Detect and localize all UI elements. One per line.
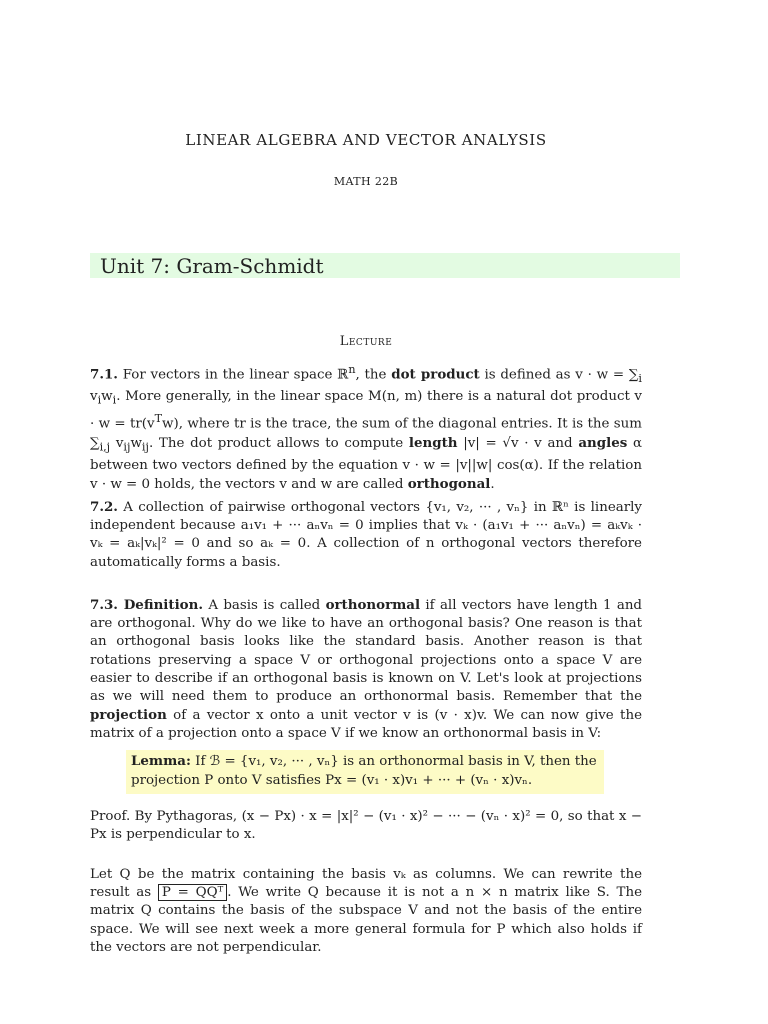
- text: w: [101, 389, 113, 405]
- term-length: length: [408, 434, 458, 451]
- paragraph-number: 7.3.: [90, 597, 118, 613]
- boxed-formula: P = QQᵀ: [158, 884, 227, 901]
- text: |v| = √v · v and: [457, 435, 579, 451]
- text: w: [130, 435, 142, 451]
- subscript: ij: [123, 440, 131, 454]
- text: , the: [355, 367, 392, 383]
- text: Let Q be the matrix containing the basis vₖ as columns. We can rewrite the result as: [90, 867, 642, 901]
- text: if all vectors have length 1 and are orthogonal. Why do we like to have an orthogonal basis? One reason is that an orthogonal basis looks like the standard basis. Another reason is that rotations preserving a space V or orthogonal projections onto a space V are easier to describe if an orthogonal basis is known on V. Let's look at projections as we will need them to produce an orthonormal basis. Remember that the: [90, 598, 643, 705]
- text: is defined as v · w = ∑: [479, 367, 639, 383]
- subscript: i,j: [99, 440, 111, 454]
- text: A basis is called: [203, 598, 326, 613]
- paragraph-7-3: [90, 596, 642, 744]
- subscript: i: [112, 394, 117, 408]
- superscript: n: [348, 363, 356, 376]
- term-dot-product: dot product: [391, 366, 480, 383]
- definition-heading: Definition.: [117, 597, 203, 613]
- text: v: [110, 435, 124, 451]
- term-projection: projection: [90, 707, 167, 724]
- text: For vectors in the linear space ℝ: [117, 367, 349, 383]
- document-title: LINEAR ALGEBRA AND VECTOR ANALYSIS: [185, 131, 547, 149]
- lemma-label: Lemma:: [131, 753, 191, 769]
- subscript: i: [638, 372, 642, 386]
- text: A collection of pairwise orthogonal vectors {v₁, v₂, ··· , vₙ} in ℝⁿ is linearly independent because a₁v₁ + ··· aₙvₙ = 0 implies that vₖ · (a₁v₁ + ··· aₙvₙ) = aₖvₖ · vₖ = aₖ|vₖ|² = 0 and so aₖ = 0. A collection of n orthogonal vectors therefore automatically forms a basis.: [90, 500, 642, 570]
- proof-text: Proof. By Pythagoras, (x − Px) · x = |x|² − (v₁ · x)² − ··· − (vₙ · x)² = 0, so that x − Px is perpendicular to x.: [90, 809, 642, 843]
- text: . More generally, in the linear space M(n, m) there is a natural dot product v · w = tr(v: [90, 389, 642, 432]
- text: v: [90, 389, 98, 405]
- term-orthogonal: orthogonal: [407, 475, 491, 492]
- course-code: MATH 22B: [333, 175, 399, 188]
- paragraph-7-1: [90, 361, 642, 494]
- superscript: T: [154, 412, 163, 426]
- text: . The dot product allows to compute: [148, 435, 409, 451]
- unit-banner: [90, 253, 680, 278]
- subscript: i: [97, 394, 102, 408]
- text: α between two vectors defined by the equation v · w = |v||w| cos(α). If the relation v · w = 0 holds, the vectors v and w are called: [90, 435, 642, 492]
- proof-paragraph: [90, 808, 642, 844]
- paragraph-number: 7.1.: [90, 366, 118, 383]
- text: .: [490, 476, 495, 492]
- final-paragraph: [90, 866, 642, 957]
- text: w), where tr is the trace, the sum of the diagonal entries. It is the sum ∑: [90, 416, 642, 451]
- text: . We write Q because it is not a n × n matrix like S. The matrix Q contains the basis of the subspace V and not the basis of the entire space. We will see next week a more general formula for P which also holds if the vectors are not perpendicular.: [90, 885, 643, 955]
- section-heading: Lecture: [339, 334, 393, 349]
- paragraph-7-2: [90, 498, 642, 572]
- term-orthonormal: orthonormal: [325, 597, 421, 613]
- subscript: ij: [141, 440, 149, 454]
- term-angles: angles: [578, 434, 628, 451]
- paragraph-number: 7.2.: [90, 499, 118, 515]
- lemma-box: [126, 750, 604, 794]
- text: of a vector x onto a unit vector v is (v · x)v. We can now give the matrix of a projection onto a space V if we know an orthonormal basis in V:: [90, 708, 642, 742]
- lemma-text: If ℬ = {v₁, v₂, ··· , vₙ} is an orthonormal basis in V, then the projection P onto V satisfies Px = (v₁ · x)v₁ + ··· + (vₙ · x)vₙ.: [131, 754, 597, 788]
- unit-title: Unit 7: Gram-Schmidt: [100, 254, 324, 278]
